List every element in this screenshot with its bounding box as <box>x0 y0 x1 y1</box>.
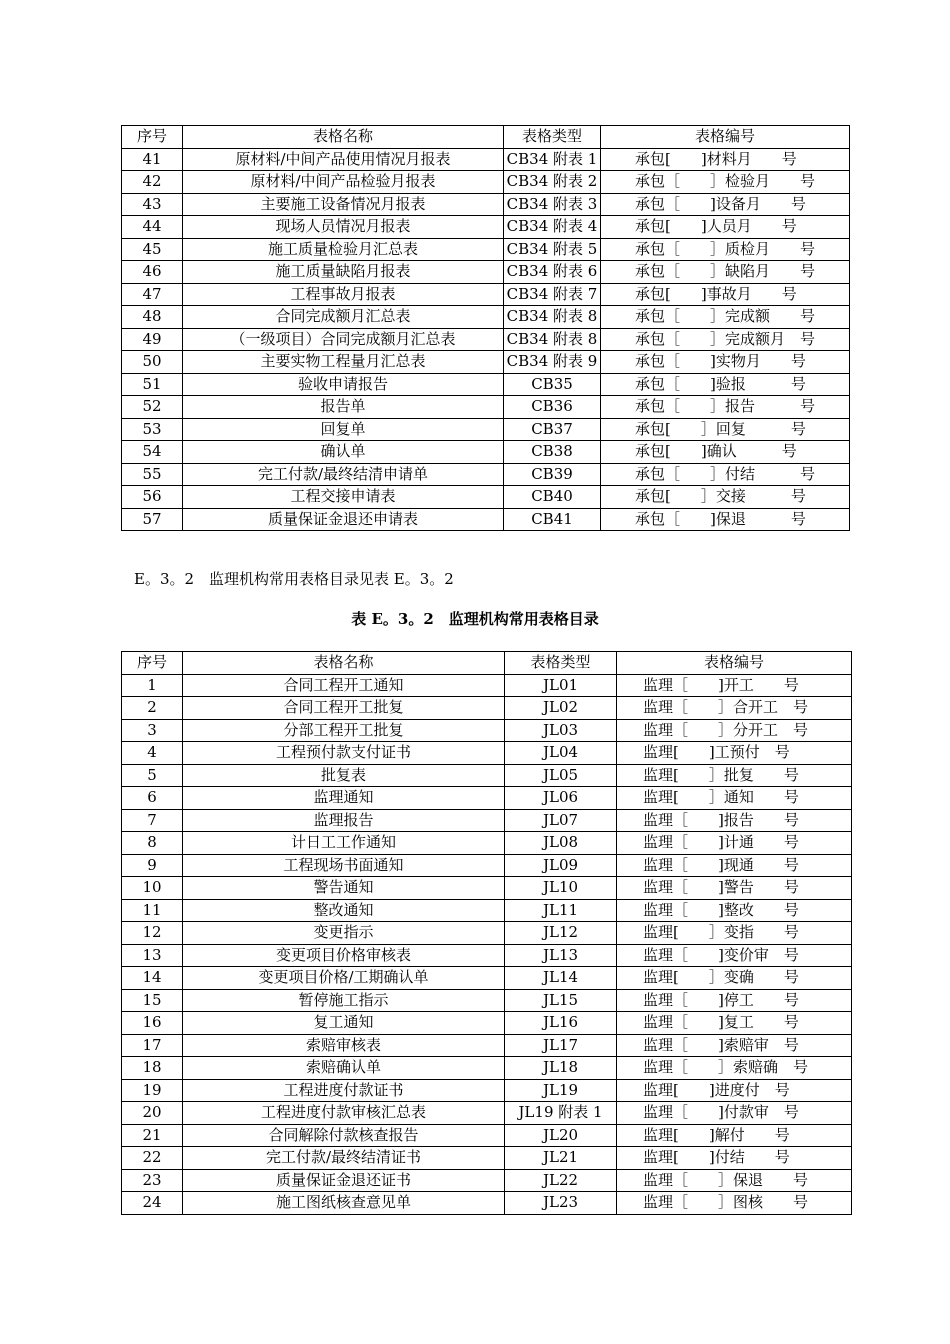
cell-form-name: 主要施工设备情况月报表 <box>183 193 504 216</box>
cell-form-type: JL12 <box>505 922 617 945</box>
cell-form-type: JL01 <box>505 674 617 697</box>
cell-form-code: 监理［ ]变价审 号 <box>617 944 852 967</box>
cell-form-code: 承包［ ］完成额月 号 <box>601 328 850 351</box>
cell-index: 10 <box>122 877 183 900</box>
cell-form-name: 复工通知 <box>183 1012 505 1035</box>
cell-form-name: 暂停施工指示 <box>183 989 505 1012</box>
cell-form-type: CB34 附表 6 <box>504 261 601 284</box>
table-row <box>122 171 850 194</box>
cell-form-name: 报告单 <box>183 396 504 419</box>
cell-form-code: 承包［ ］质检月 号 <box>601 238 850 261</box>
table-row <box>122 351 850 374</box>
cell-index: 14 <box>122 967 183 990</box>
cell-form-code: 承包[ ］交接 号 <box>601 486 850 509</box>
cell-form-type: JL07 <box>505 809 617 832</box>
cell-index: 49 <box>122 328 183 351</box>
cell-form-code: 承包[ ］回复 号 <box>601 418 850 441</box>
cell-index: 22 <box>122 1147 183 1170</box>
contractor-forms-body <box>122 148 850 531</box>
cell-form-code: 监理［ ］分开工 号 <box>617 719 852 742</box>
cell-index: 24 <box>122 1192 183 1215</box>
supervision-forms-table <box>121 651 852 1215</box>
cell-form-code: 承包［ ]验报 号 <box>601 373 850 396</box>
cell-form-type: JL19 附表 1 <box>505 1102 617 1125</box>
cell-form-type: JL06 <box>505 787 617 810</box>
cell-form-name: 计日工工作通知 <box>183 832 505 855</box>
cell-form-code: 承包[ ]事故月 号 <box>601 283 850 306</box>
cell-form-code: 监理［ ]付款审 号 <box>617 1102 852 1125</box>
cell-index: 1 <box>122 674 183 697</box>
cell-index: 51 <box>122 373 183 396</box>
table-row <box>122 441 850 464</box>
cell-index: 48 <box>122 306 183 329</box>
cell-form-name: 合同工程开工批复 <box>183 697 505 720</box>
table-row <box>122 1147 852 1170</box>
cell-form-name: 合同工程开工通知 <box>183 674 505 697</box>
cell-index: 19 <box>122 1079 183 1102</box>
table-row <box>122 418 850 441</box>
cell-index: 12 <box>122 922 183 945</box>
header-form-code: 表格编号 <box>617 652 852 675</box>
cell-form-name: 回复单 <box>183 418 504 441</box>
cell-form-code: 承包[ ]确认 号 <box>601 441 850 464</box>
cell-form-type: JL11 <box>505 899 617 922</box>
cell-index: 21 <box>122 1124 183 1147</box>
supervision-forms-body <box>122 674 852 1214</box>
cell-form-code: 监理［ ]停工 号 <box>617 989 852 1012</box>
cell-index: 45 <box>122 238 183 261</box>
cell-form-type: CB35 <box>504 373 601 396</box>
cell-form-code: 监理［ ]整改 号 <box>617 899 852 922</box>
cell-form-name: 索赔确认单 <box>183 1057 505 1080</box>
table-row <box>122 148 850 171</box>
cell-index: 56 <box>122 486 183 509</box>
table-row <box>122 238 850 261</box>
section-paragraph: E。3。2 监理机构常用表格目录见表 E。3。2 <box>134 570 454 588</box>
table-row <box>122 742 852 765</box>
cell-form-type: CB34 附表 9 <box>504 351 601 374</box>
cell-form-type: CB36 <box>504 396 601 419</box>
cell-form-name: 施工图纸核查意见单 <box>183 1192 505 1215</box>
cell-form-code: 监理［ ］合开工 号 <box>617 697 852 720</box>
cell-form-code: 承包［ ］完成额 号 <box>601 306 850 329</box>
cell-form-type: JL21 <box>505 1147 617 1170</box>
cell-form-name: 质量保证金退还证书 <box>183 1169 505 1192</box>
cell-form-name: 原材料/中间产品使用情况月报表 <box>183 148 504 171</box>
cell-form-name: 现场人员情况月报表 <box>183 216 504 239</box>
cell-form-code: 承包［ ]设备月 号 <box>601 193 850 216</box>
cell-form-name: 工程进度付款审核汇总表 <box>183 1102 505 1125</box>
cell-form-name: 验收申请报告 <box>183 373 504 396</box>
table-row <box>122 854 852 877</box>
cell-index: 23 <box>122 1169 183 1192</box>
cell-index: 46 <box>122 261 183 284</box>
cell-form-code: 承包［ ]实物月 号 <box>601 351 850 374</box>
cell-form-type: CB39 <box>504 463 601 486</box>
cell-index: 4 <box>122 742 183 765</box>
cell-form-type: JL03 <box>505 719 617 742</box>
cell-index: 41 <box>122 148 183 171</box>
cell-form-type: CB34 附表 4 <box>504 216 601 239</box>
cell-form-type: CB34 附表 8 <box>504 306 601 329</box>
cell-form-code: 承包［ ］检验月 号 <box>601 171 850 194</box>
cell-form-code: 监理[ ］变确 号 <box>617 967 852 990</box>
table-header-row <box>122 126 850 149</box>
table-row <box>122 1012 852 1035</box>
cell-form-code: 监理［ ]现通 号 <box>617 854 852 877</box>
table-row <box>122 1034 852 1057</box>
cell-index: 57 <box>122 508 183 531</box>
table-row <box>122 922 852 945</box>
cell-form-name: 整改通知 <box>183 899 505 922</box>
cell-index: 55 <box>122 463 183 486</box>
table-row <box>122 697 852 720</box>
cell-index: 15 <box>122 989 183 1012</box>
cell-index: 53 <box>122 418 183 441</box>
cell-form-type: CB38 <box>504 441 601 464</box>
header-form-code: 表格编号 <box>601 126 850 149</box>
cell-form-name: 施工质量检验月汇总表 <box>183 238 504 261</box>
cell-form-type: CB34 附表 3 <box>504 193 601 216</box>
cell-form-type: JL15 <box>505 989 617 1012</box>
cell-index: 6 <box>122 787 183 810</box>
cell-form-type: JL02 <box>505 697 617 720</box>
table-row <box>122 396 850 419</box>
cell-form-code: 监理[ ]付结 号 <box>617 1147 852 1170</box>
header-form-type: 表格类型 <box>505 652 617 675</box>
table-row <box>122 832 852 855</box>
table-row <box>122 193 850 216</box>
cell-form-code: 监理[ ]工预付 号 <box>617 742 852 765</box>
cell-form-type: JL13 <box>505 944 617 967</box>
cell-form-name: 监理报告 <box>183 809 505 832</box>
table-row <box>122 967 852 990</box>
cell-form-name: 工程交接申请表 <box>183 486 504 509</box>
cell-form-name: 分部工程开工批复 <box>183 719 505 742</box>
cell-form-code: 监理［ ]警告 号 <box>617 877 852 900</box>
cell-form-name: 工程预付款支付证书 <box>183 742 505 765</box>
cell-form-type: CB34 附表 5 <box>504 238 601 261</box>
cell-form-code: 监理[ ］批复 号 <box>617 764 852 787</box>
cell-index: 18 <box>122 1057 183 1080</box>
cell-index: 20 <box>122 1102 183 1125</box>
cell-form-code: 监理[ ］变指 号 <box>617 922 852 945</box>
cell-form-name: 变更项目价格/工期确认单 <box>183 967 505 990</box>
cell-form-type: CB37 <box>504 418 601 441</box>
cell-index: 9 <box>122 854 183 877</box>
cell-index: 11 <box>122 899 183 922</box>
cell-form-code: 监理[ ］通知 号 <box>617 787 852 810</box>
table-row <box>122 989 852 1012</box>
cell-form-code: 监理［ ］保退 号 <box>617 1169 852 1192</box>
cell-form-type: JL09 <box>505 854 617 877</box>
cell-form-code: 承包[ ]人员月 号 <box>601 216 850 239</box>
cell-form-name: 工程事故月报表 <box>183 283 504 306</box>
cell-form-name: 监理通知 <box>183 787 505 810</box>
table-row <box>122 283 850 306</box>
cell-form-type: JL22 <box>505 1169 617 1192</box>
cell-index: 42 <box>122 171 183 194</box>
cell-form-code: 承包［ ］缺陷月 号 <box>601 261 850 284</box>
cell-form-type: CB34 附表 2 <box>504 171 601 194</box>
cell-form-name: （一级项目）合同完成额月汇总表 <box>183 328 504 351</box>
header-form-name: 表格名称 <box>183 652 505 675</box>
cell-form-type: JL23 <box>505 1192 617 1215</box>
table-row <box>122 764 852 787</box>
table-row <box>122 944 852 967</box>
cell-form-type: CB40 <box>504 486 601 509</box>
cell-form-type: JL19 <box>505 1079 617 1102</box>
cell-form-type: CB34 附表 8 <box>504 328 601 351</box>
cell-form-name: 质量保证金退还申请表 <box>183 508 504 531</box>
cell-form-name: 变更项目价格审核表 <box>183 944 505 967</box>
cell-index: 3 <box>122 719 183 742</box>
cell-index: 7 <box>122 809 183 832</box>
cell-form-name: 确认单 <box>183 441 504 464</box>
cell-form-type: CB34 附表 1 <box>504 148 601 171</box>
cell-form-name: 合同解除付款核查报告 <box>183 1124 505 1147</box>
table-row <box>122 787 852 810</box>
header-index: 序号 <box>122 126 183 149</box>
cell-form-name: 完工付款/最终结清申请单 <box>183 463 504 486</box>
cell-index: 2 <box>122 697 183 720</box>
cell-index: 43 <box>122 193 183 216</box>
cell-form-code: 监理［ ]计通 号 <box>617 832 852 855</box>
cell-index: 5 <box>122 764 183 787</box>
header-index: 序号 <box>122 652 183 675</box>
cell-form-code: 监理[ ]进度付 号 <box>617 1079 852 1102</box>
table-row <box>122 719 852 742</box>
cell-form-name: 原材料/中间产品检验月报表 <box>183 171 504 194</box>
cell-form-name: 变更指示 <box>183 922 505 945</box>
cell-index: 17 <box>122 1034 183 1057</box>
table-row <box>122 328 850 351</box>
table-caption: 表 E。3。2 监理机构常用表格目录 <box>351 610 599 628</box>
cell-form-code: 承包[ ]材料月 号 <box>601 148 850 171</box>
cell-form-type: JL14 <box>505 967 617 990</box>
cell-index: 16 <box>122 1012 183 1035</box>
table-header-row <box>122 652 852 675</box>
cell-form-type: JL08 <box>505 832 617 855</box>
cell-index: 54 <box>122 441 183 464</box>
table-row <box>122 877 852 900</box>
cell-form-name: 工程进度付款证书 <box>183 1079 505 1102</box>
table-row <box>122 373 850 396</box>
cell-form-type: CB34 附表 7 <box>504 283 601 306</box>
cell-index: 13 <box>122 944 183 967</box>
contractor-forms-table <box>121 125 850 531</box>
cell-form-name: 工程现场书面通知 <box>183 854 505 877</box>
cell-form-type: CB41 <box>504 508 601 531</box>
cell-form-code: 监理［ ]索赔审 号 <box>617 1034 852 1057</box>
cell-form-code: 监理［ ]开工 号 <box>617 674 852 697</box>
cell-form-name: 索赔审核表 <box>183 1034 505 1057</box>
cell-form-name: 警告通知 <box>183 877 505 900</box>
table-row <box>122 1057 852 1080</box>
table-row <box>122 674 852 697</box>
table-row <box>122 261 850 284</box>
cell-form-code: 监理［ ］索赔确 号 <box>617 1057 852 1080</box>
table-row <box>122 809 852 832</box>
table-row <box>122 1102 852 1125</box>
cell-form-code: 承包［ ］报告 号 <box>601 396 850 419</box>
cell-form-code: 承包［ ]保退 号 <box>601 508 850 531</box>
table-row <box>122 1169 852 1192</box>
cell-form-code: 监理［ ]复工 号 <box>617 1012 852 1035</box>
cell-index: 50 <box>122 351 183 374</box>
cell-form-type: JL10 <box>505 877 617 900</box>
table-row <box>122 306 850 329</box>
cell-form-name: 主要实物工程量月汇总表 <box>183 351 504 374</box>
cell-form-type: JL17 <box>505 1034 617 1057</box>
header-form-name: 表格名称 <box>183 126 504 149</box>
cell-form-type: JL05 <box>505 764 617 787</box>
header-form-type: 表格类型 <box>504 126 601 149</box>
table-row <box>122 1079 852 1102</box>
cell-form-name: 合同完成额月汇总表 <box>183 306 504 329</box>
cell-form-type: JL20 <box>505 1124 617 1147</box>
table-row <box>122 899 852 922</box>
cell-form-name: 批复表 <box>183 764 505 787</box>
cell-form-name: 施工质量缺陷月报表 <box>183 261 504 284</box>
table-row <box>122 216 850 239</box>
cell-index: 52 <box>122 396 183 419</box>
cell-form-type: JL18 <box>505 1057 617 1080</box>
table-row <box>122 1124 852 1147</box>
table-row <box>122 1192 852 1215</box>
cell-index: 44 <box>122 216 183 239</box>
cell-form-name: 完工付款/最终结清证书 <box>183 1147 505 1170</box>
cell-index: 8 <box>122 832 183 855</box>
cell-index: 47 <box>122 283 183 306</box>
cell-form-code: 承包［ ］付结 号 <box>601 463 850 486</box>
cell-form-code: 监理[ ]解付 号 <box>617 1124 852 1147</box>
table-row <box>122 486 850 509</box>
table-row <box>122 463 850 486</box>
cell-form-code: 监理［ ］图核 号 <box>617 1192 852 1215</box>
cell-form-type: JL04 <box>505 742 617 765</box>
cell-form-code: 监理［ ]报告 号 <box>617 809 852 832</box>
cell-form-type: JL16 <box>505 1012 617 1035</box>
table-row <box>122 508 850 531</box>
